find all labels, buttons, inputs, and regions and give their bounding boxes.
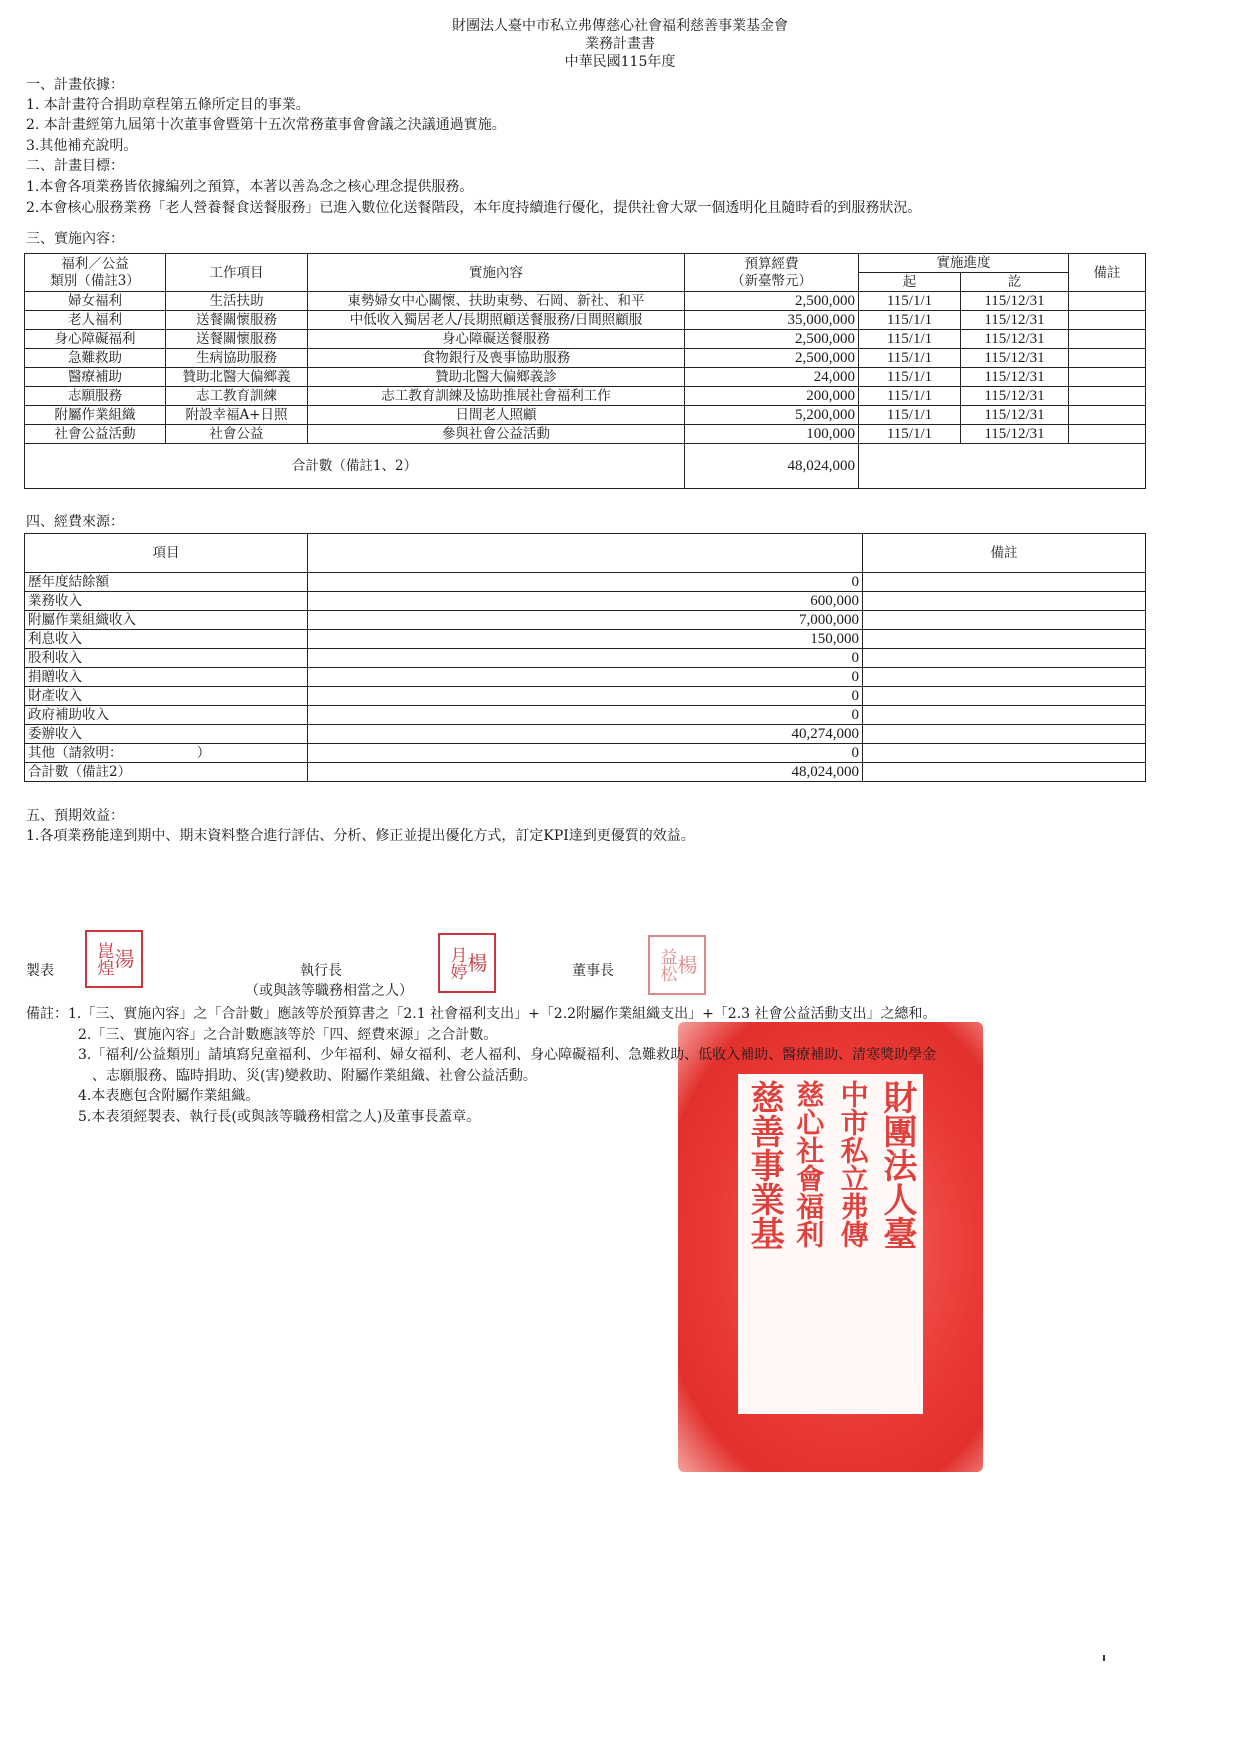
col-start: 起 [859,273,961,292]
cell-remarks [863,630,1146,649]
cell-remarks [863,744,1146,763]
cell-category: 婦女福利 [25,292,166,311]
cell-item: 合計數（備註2） [25,763,308,782]
cell-end: 115/12/31 [961,292,1069,311]
total-row [25,444,1146,489]
cell-item: 歷年度結餘額 [25,573,308,592]
ceo-seal [438,933,496,993]
table-row [25,311,1146,330]
note-item: 5.本表須經製表、執行長(或與該等職務相當之人)及董事長蓋章。 [78,1108,481,1125]
cell-amount: 0 [308,744,863,763]
cell-remarks [1069,311,1146,330]
cell-amount: 0 [308,687,863,706]
note-item: 1.「三、實施內容」之「合計數」應該等於預算書之「2.1 社會福利支出」+「2.2附屬作業組織支出」+「2.3 社會公益活動支出」之總和。 [68,1006,937,1022]
chair-label: 董事長 [572,963,614,979]
cell-item: 附屬作業組織收入 [25,611,308,630]
cell-category: 志願服務 [25,387,166,406]
cell-budget: 24,000 [685,368,859,387]
ceo-label: 執行長 [300,963,342,979]
cell-amount: 0 [308,706,863,725]
table-row [25,592,1146,611]
cell-amount: 0 [308,573,863,592]
cell-budget: 2,500,000 [685,292,859,311]
col-remarks: 備註 [863,534,1146,573]
cell-end: 115/12/31 [961,425,1069,444]
total-remarks [859,444,1146,489]
cell-budget: 2,500,000 [685,330,859,349]
chair-seal-given: 益松 [656,948,677,982]
cell-item: 委辦收入 [25,725,308,744]
cell-end: 115/12/31 [961,387,1069,406]
cell-budget: 100,000 [685,425,859,444]
ceo-seal-given: 月婷 [446,946,467,980]
cell-remarks [1069,292,1146,311]
cell-remarks [863,611,1146,630]
cell-remarks [863,668,1146,687]
cell-start: 115/1/1 [859,368,961,387]
table-row [25,387,1146,406]
chair-seal [648,935,706,995]
col-amount [308,534,863,573]
col-budget-line1: 預算經費 [744,255,799,272]
table-row [25,573,1146,592]
section5-heading: 五、預期效益： [26,808,124,824]
cell-remarks [863,706,1146,725]
cell-content: 東勢婦女中心關懷、扶助東勢、石岡、新社、和平 [308,292,685,311]
col-end: 訖 [961,273,1069,292]
preparer-label: 製表 [26,963,54,979]
col-schedule: 實施進度 [859,254,1069,273]
note-item: 2.「三、實施內容」之合計數應該等於「四、經費來源」之合計數。 [78,1026,498,1043]
table-row [25,425,1146,444]
table-row [25,330,1146,349]
cell-amount: 0 [308,668,863,687]
cell-end: 115/12/31 [961,406,1069,425]
scan-mark [1103,1655,1105,1661]
doc-year: 中華民國115年度 [564,54,676,70]
cell-work-item: 送餐關懷服務 [166,330,308,349]
section1-item: 3.其他補充說明。 [26,138,138,154]
table-row [25,630,1146,649]
col-category-line2: 類別（備註3） [50,272,140,289]
table-row [25,292,1146,311]
section1-item: 1. 本計畫符合捐助章程第五條所定目的事業。 [26,97,310,113]
note-item: 3.「福利/公益類別」請填寫兒童福利、少年福利、婦女福利、老人福利、身心障礙福利、急難救助、低收入補助、醫療補助、清寒獎助學金 [78,1047,937,1063]
cell-category: 附屬作業組織 [25,406,166,425]
cell-start: 115/1/1 [859,330,961,349]
cell-content: 贊助北醫大偏鄉義診 [308,368,685,387]
cell-category: 醫療補助 [25,368,166,387]
seal-column: 財團法人臺 [876,1080,917,1250]
total-value: 48,024,000 [685,444,859,489]
table-row [25,668,1146,687]
org-name: 財團法人臺中市私立弗傳慈心社會福利慈善事業基金會 [452,18,788,34]
col-item: 項目 [25,534,308,573]
cell-amount: 40,274,000 [308,725,863,744]
cell-remarks [863,725,1146,744]
cell-item: 政府補助收入 [25,706,308,725]
section1-item: 2. 本計畫經第九屆第十次董事會暨第十五次常務董事會會議之決議通過實施。 [26,117,506,133]
cell-start: 115/1/1 [859,406,961,425]
seal-column: 中市私立弗傳 [836,1080,870,1248]
cell-item: 業務收入 [25,592,308,611]
table-row [25,611,1146,630]
cell-work-item: 送餐關懷服務 [166,311,308,330]
cell-category: 身心障礙福利 [25,330,166,349]
cell-remarks [863,649,1146,668]
preparer-seal-surname: 湯 [114,947,135,971]
cell-work-item: 附設幸福A+日照 [166,406,308,425]
col-content: 實施內容 [308,254,685,292]
cell-start: 115/1/1 [859,292,961,311]
cell-end: 115/12/31 [961,330,1069,349]
cell-content: 身心障礙送餐服務 [308,330,685,349]
section4-heading: 四、經費來源： [26,514,124,530]
cell-remarks [863,573,1146,592]
seal-column: 慈善事業基 [744,1080,785,1250]
cell-budget: 200,000 [685,387,859,406]
table-row [25,349,1146,368]
cell-category: 社會公益活動 [25,425,166,444]
cell-remarks [863,763,1146,782]
seal-column: 慈心社會福利 [792,1080,826,1248]
cell-end: 115/12/31 [961,368,1069,387]
total-row [25,763,1146,782]
section2-heading: 二、計畫目標： [26,158,124,174]
cell-remarks [1069,368,1146,387]
col-category-line1: 福利／公益 [61,255,129,272]
cell-item: 財產收入 [25,687,308,706]
cell-amount: 48,024,000 [308,763,863,782]
cell-remarks [1069,387,1146,406]
cell-amount: 600,000 [308,592,863,611]
cell-work-item: 贊助北醫大偏鄉義 [166,368,308,387]
table-row [25,687,1146,706]
cell-content: 志工教育訓練及協助推展社會福利工作 [308,387,685,406]
note-item: 4.本表應包含附屬作業組織。 [78,1088,260,1104]
cell-content: 日間老人照顧 [308,406,685,425]
preparer-seal [85,930,143,988]
section2-item: 2.本會核心服務業務「老人營養餐食送餐服務」已進入數位化送餐階段，本年度持續進行優化，提供社會大眾一個透明化且隨時看的到服務狀況。 [26,200,922,216]
cell-item: 捐贈收入 [25,668,308,687]
cell-amount: 150,000 [308,630,863,649]
doc-title: 業務計畫書 [585,36,655,52]
table-row [25,706,1146,725]
col-budget-line2: （新臺幣元） [731,272,812,289]
cell-start: 115/1/1 [859,387,961,406]
cell-amount: 7,000,000 [308,611,863,630]
notes [26,1004,937,1127]
preparer-seal-given: 崑煌 [93,942,114,976]
cell-remarks [863,687,1146,706]
cell-start: 115/1/1 [859,425,961,444]
section1-heading: 一、計畫依據： [26,77,124,93]
section2-item: 1.本會各項業務皆依據編列之預算，本著以善為念之核心理念提供服務。 [26,179,474,195]
note-item: 、志願服務、臨時捐助、災(害)變救助、附屬作業組織、社會公益活動。 [92,1067,537,1084]
cell-start: 115/1/1 [859,349,961,368]
cell-content: 食物銀行及喪事協助服務 [308,349,685,368]
cell-remarks [1069,406,1146,425]
col-category [25,254,166,292]
cell-remarks [1069,330,1146,349]
cell-content: 中低收入獨居老人/長期照顧送餐服務/日間照顧服 [308,311,685,330]
cell-work-item: 社會公益 [166,425,308,444]
table-row [25,649,1146,668]
cell-end: 115/12/31 [961,311,1069,330]
funding-source-table [24,533,1146,782]
cell-category: 急難救助 [25,349,166,368]
cell-amount: 0 [308,649,863,668]
total-label: 合計數（備註1、2） [25,444,685,489]
cell-work-item: 生病協助服務 [166,349,308,368]
cell-end: 115/12/31 [961,349,1069,368]
section5-item: 1.各項業務能達到期中、期末資料整合進行評估、分析、修正並提出優化方式，訂定KPI達到更優質的效益。 [26,828,695,844]
notes-prefix: 備註： [26,1006,68,1022]
cell-item: 股利收入 [25,649,308,668]
cell-work-item: 生活扶助 [166,292,308,311]
cell-budget: 35,000,000 [685,311,859,330]
chair-seal-surname: 楊 [677,953,698,977]
table-row [25,744,1146,763]
cell-work-item: 志工教育訓練 [166,387,308,406]
col-budget [685,254,859,292]
cell-remarks [863,592,1146,611]
section3-heading: 三、實施內容： [26,231,124,247]
col-remarks: 備註 [1069,254,1146,292]
ceo-seal-surname: 楊 [467,951,488,975]
cell-budget: 5,200,000 [685,406,859,425]
cell-category: 老人福利 [25,311,166,330]
cell-item: 其他（請敘明： ） [25,744,308,763]
table-row [25,368,1146,387]
ceo-sublabel: （或與該等職務相當之人） [245,983,413,999]
cell-remarks [1069,425,1146,444]
table-row [25,406,1146,425]
cell-item: 利息收入 [25,630,308,649]
cell-content: 參與社會公益活動 [308,425,685,444]
cell-budget: 2,500,000 [685,349,859,368]
implementation-table [24,253,1146,489]
table-row [25,725,1146,744]
col-work-item: 工作項目 [166,254,308,292]
cell-remarks [1069,349,1146,368]
cell-start: 115/1/1 [859,311,961,330]
